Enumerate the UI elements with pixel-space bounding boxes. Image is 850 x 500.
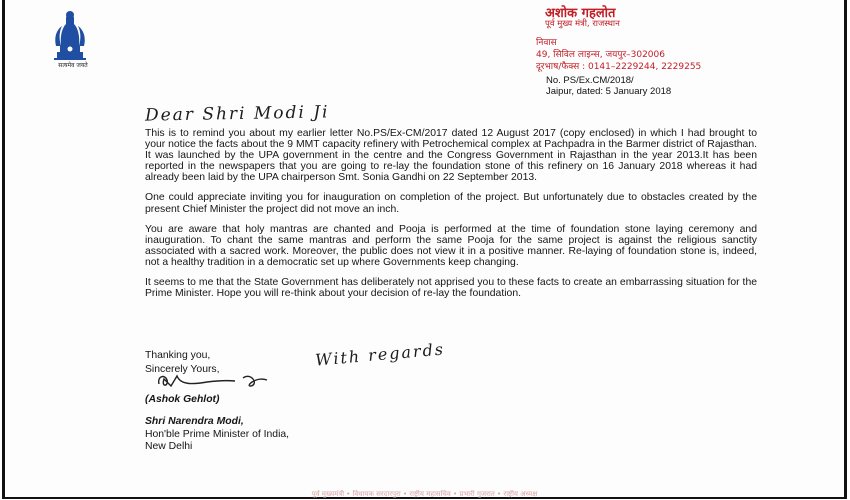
letter-date: Jaipur, dated: 5 January 2018 bbox=[546, 86, 672, 97]
letterhead-residence-label: निवास bbox=[536, 38, 557, 48]
recipient-city: New Delhi bbox=[145, 441, 193, 453]
recipient-name: Shri Narendra Modi, bbox=[145, 416, 244, 427]
closing-thanks: Thanking you, bbox=[145, 350, 211, 361]
letter-page bbox=[2, 0, 847, 499]
signer-name: (Ashok Gehlot) bbox=[145, 394, 220, 405]
signature-mark bbox=[155, 370, 305, 392]
closing-sincerely: Sincerely Yours, bbox=[145, 364, 220, 375]
reference-number: No. PS/Ex.CM/2018/ bbox=[546, 75, 634, 86]
letter-body bbox=[145, 128, 757, 308]
recipient-address bbox=[145, 416, 289, 454]
paragraph: This is to remind you about my earlier letter No.PS/Ex-CM/2017 dated 12 August 2017 (copy enclosed) in which I had brought to your notice the facts about the 9 MMT capacity refinery with Petrochemical complex at Pachpadra in the Barmer district of Rajasthan. It was launched by the UPA government in the centre and the Congress Government in Rajasthan in the year 2013.It has been reported in the newspapers that you are going to re-lay the foundation stone of this refinery on 16 January 2018 whereas it had already been laid by the UPA chairperson Smt. Sonia Gandhi on 22 September 2013. bbox=[145, 128, 757, 184]
letterhead-address: 49, सिविल लाइन्स, जयपुर–302006 bbox=[536, 50, 665, 60]
handwritten-regards: With regards bbox=[314, 339, 446, 370]
letterhead-phone: दूरभाष/फैक्स : 0141–2229244, 2229255 bbox=[536, 62, 702, 72]
letterhead-footer: पूर्व मुख्यमंत्री • विधायक सरदारपुरा • राष्ट्रीय महासचिव • प्रभारी गुजरात • राष्ट्रीय अध्यक्ष bbox=[311, 490, 538, 498]
letterhead-name: अशोक गहलोत bbox=[545, 6, 616, 21]
paragraph: One could appreciate inviting you for inauguration on completion of the project. But unfortunately due to obstacles created by the present Chief Minister the project did not move an inch. bbox=[145, 192, 757, 215]
emblem-motto: सत्यमेव जयते bbox=[58, 62, 88, 69]
recipient-title: Hon'ble Prime Minister of India, bbox=[145, 428, 290, 440]
letterhead-title: पूर्व मुख्य मंत्री, राजस्थान bbox=[545, 19, 620, 29]
handwritten-salutation: Dear Shri Modi Ji bbox=[144, 102, 330, 126]
paragraph: It seems to me that the State Government has deliberately not apprised you to these facts to create an embarrassing situation for the Prime Minister. Hope you will re-think about your decision of re-lay the foundation. bbox=[145, 277, 757, 300]
paragraph: You are aware that holy mantras are chanted and Pooja is performed at the time of foundation stone laying ceremony and inauguration. To chant the same mantras and perform the same Pooja for the same project is against the religious sanctity associated with a sacred work. Moreover, the public does not view it in a positive manner. Re-laying of foundation stone is, indeed, not a healthy tradition in a democratic set up where Governments keep changing. bbox=[145, 223, 757, 268]
